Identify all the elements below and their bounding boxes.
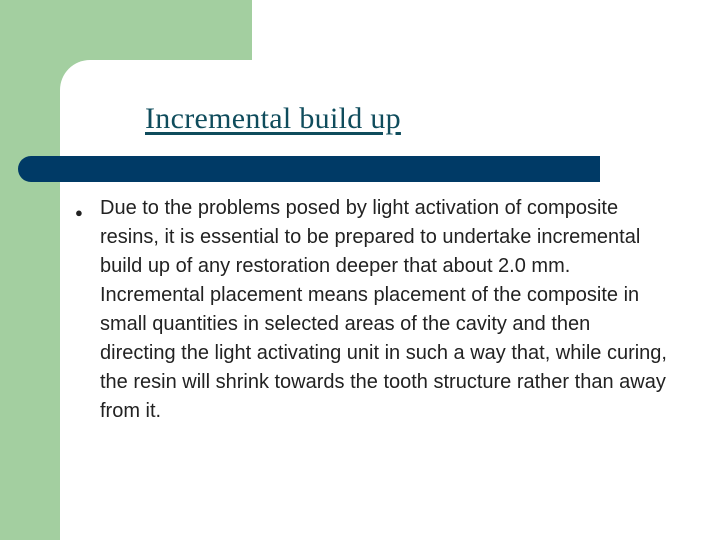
title-rule-bar (18, 156, 600, 182)
decorative-green-strip-left (0, 0, 60, 540)
bullet-icon: ● (75, 205, 83, 220)
bullet-text: Due to the problems posed by light activation of composite resins, it is essential to be prepared to undertake incremental build up of any restoration deeper that about 2.0 mm. Incremental placement means placement of the composite in small quantities in selected areas of the cavity and then directing the light activating unit in such a way that, while curing, the resin will shrink towards the tooth structure rather than away from it. (100, 197, 667, 422)
slide-title: Incremental build up (145, 102, 401, 135)
